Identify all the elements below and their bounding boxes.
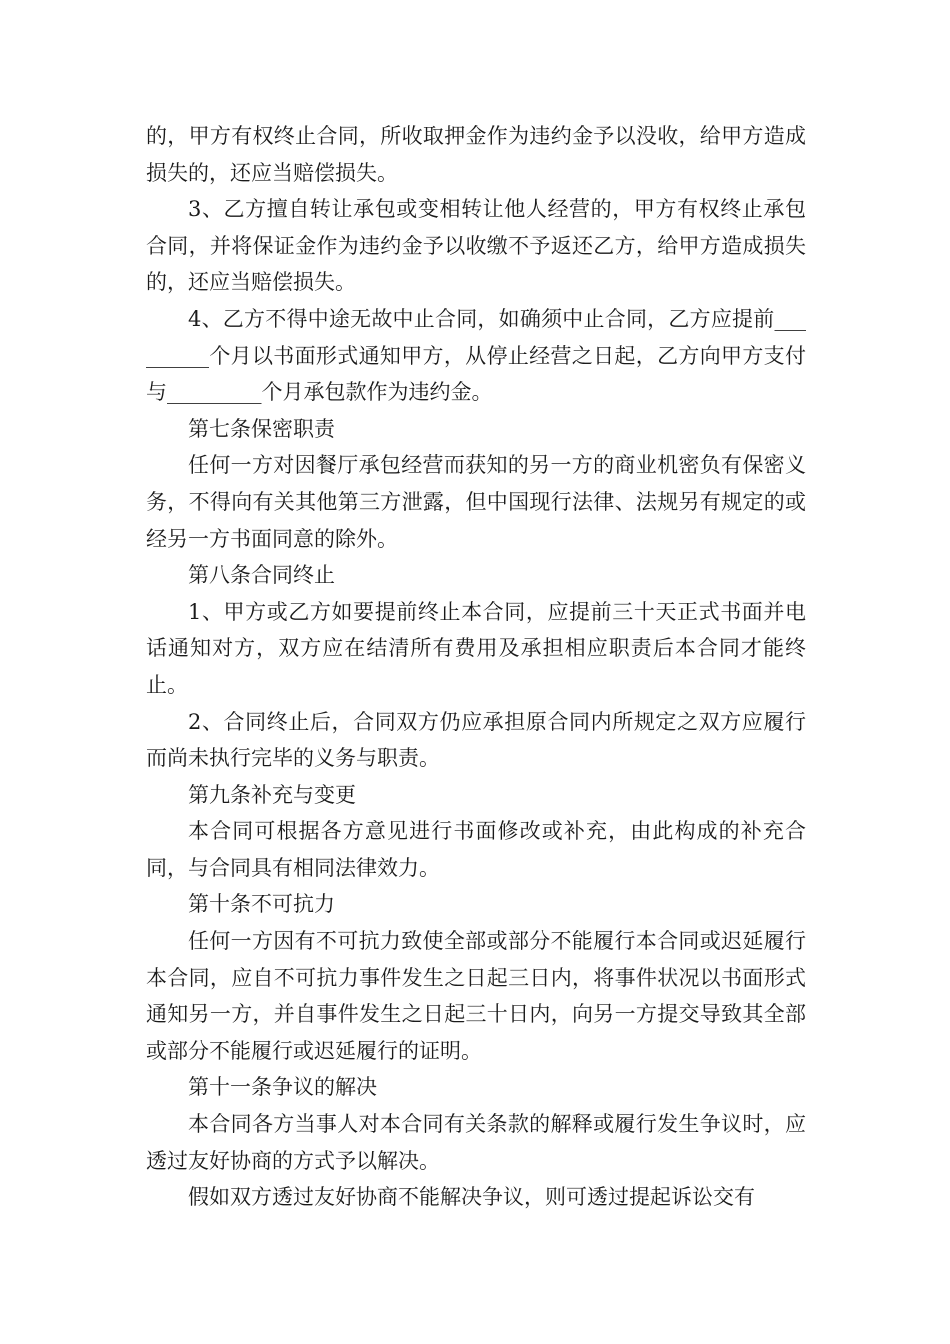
paragraph-force-majeure: 任何一方因有不可抗力致使全部或部分不能履行本合同或迟延履行本合同，应自不可抗力事件发生之日起三日内，将事件状况以书面形式通知另一方，并自事件发生之日起三十日内，向另一方提交导致其全部或部分不能履行或迟延履行的证明。 bbox=[146, 929, 806, 1063]
section-heading-article-8: 第八条合同终止 bbox=[188, 563, 335, 588]
section-heading-article-7: 第七条保密职责 bbox=[188, 416, 335, 441]
section-heading-article-11: 第十一条争议的解决 bbox=[188, 1075, 377, 1100]
section-heading-article-10: 第十条不可抗力 bbox=[188, 892, 335, 917]
section-heading-article-9: 第九条补充与变更 bbox=[188, 782, 356, 807]
paragraph-continuation: 的，甲方有权终止合同，所收取押金作为违约金予以没收，给甲方造成损失的，还应当赔偿损失。 bbox=[146, 124, 806, 185]
paragraph-confidentiality: 任何一方对因餐厅承包经营而获知的另一方的商业机密负有保密义务，不得向有关其他第三方泄露，但中国现行法律、法规另有规定的或经另一方书面同意的除外。 bbox=[146, 453, 806, 551]
paragraph-dispute-2: 假如双方透过友好协商不能解决争议，则可透过提起诉讼交有 bbox=[188, 1185, 755, 1210]
document-body bbox=[146, 118, 806, 1216]
paragraph-amendment: 本合同可根据各方意见进行书面修改或补充，由此构成的补充合同，与合同具有相同法律效力。 bbox=[146, 819, 806, 880]
paragraph-termination-1: 1、甲方或乙方如要提前终止本合同，应提前三十天正式书面并电话通知对方，双方应在结清所有费用及承担相应职责后本合同才能终止。 bbox=[146, 599, 806, 697]
paragraph-termination-2: 2、合同终止后，合同双方仍应承担原合同内所规定之双方应履行而尚未执行完毕的义务与职责。 bbox=[146, 709, 806, 771]
paragraph-dispute-1: 本合同各方当事人对本合同有关条款的解释或履行发生争议时，应透过友好协商的方式予以解决。 bbox=[146, 1112, 806, 1173]
paragraph-clause-4: 4、乙方不得中途无故中止合同，如确须中止合同，乙方应提前_________个月以书面形式通知甲方，从停止经营之日起，乙方向甲方支付与_________个月承包款作为违约金。 bbox=[146, 306, 806, 405]
paragraph-clause-3: 3、乙方擅自转让承包或变相转让他人经营的，甲方有权终止承包合同，并将保证金作为违约金予以收缴不予返还乙方，给甲方造成损失的，还应当赔偿损失。 bbox=[146, 197, 806, 295]
